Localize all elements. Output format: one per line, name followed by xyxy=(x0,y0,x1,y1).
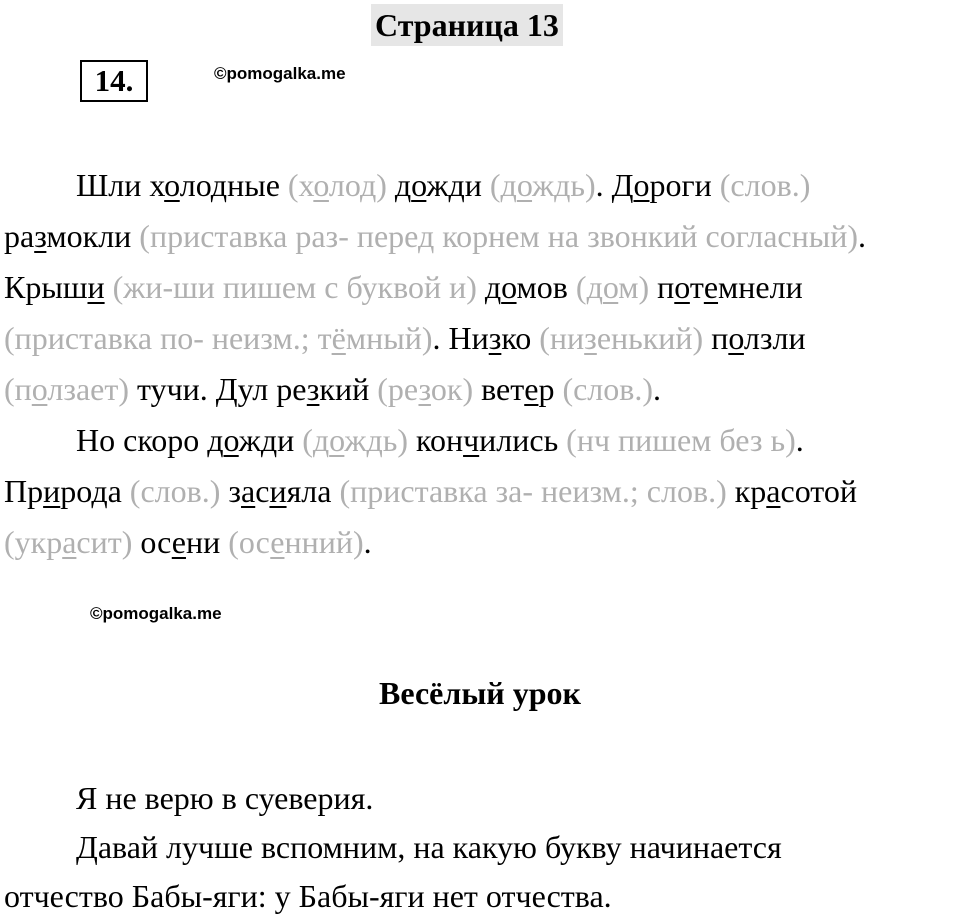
exercise-line: (украсит) осени (осенний). xyxy=(4,524,372,560)
joke-line: Давай лучше вспомним, на какую букву начинается xyxy=(76,829,782,865)
joke-line: Я не верю в суеверия. xyxy=(76,780,374,816)
page-title: Страница 13 xyxy=(371,4,563,46)
watermark-top: ©pomogalka.me xyxy=(214,64,346,83)
watermark-bottom: ©pomogalka.me xyxy=(90,604,222,623)
joke-line: отчество Бабы-яги: у Бабы-яги нет отчества. xyxy=(4,878,612,914)
exercise-line: Но скоро дожди (дождь) кончились (нч пишем без ь). xyxy=(76,422,804,458)
joke-text xyxy=(4,774,782,921)
exercise-line: Крыши (жи-ши пишем с буквой и) домов (дом) потемнели xyxy=(4,269,803,305)
exercise-text xyxy=(4,160,959,568)
joke-heading: Весёлый урок xyxy=(379,675,581,711)
exercise-line: Природа (слов.) засияла (приставка за- неизм.; слов.) красотой xyxy=(4,473,857,509)
exercise-line: (ползает) тучи. Дул резкий (резок) ветер (слов.). xyxy=(4,371,662,407)
task-number-box: 14. xyxy=(80,60,148,102)
exercise-line: (приставка по- неизм.; тёмный). Низко (низенький) ползли xyxy=(4,320,806,356)
exercise-line: Шли холодные (холод) дожди (дождь). Дороги (слов.) xyxy=(76,167,811,203)
exercise-line: размокли (приставка раз- перед корнем на звонкий согласный). xyxy=(4,218,866,254)
